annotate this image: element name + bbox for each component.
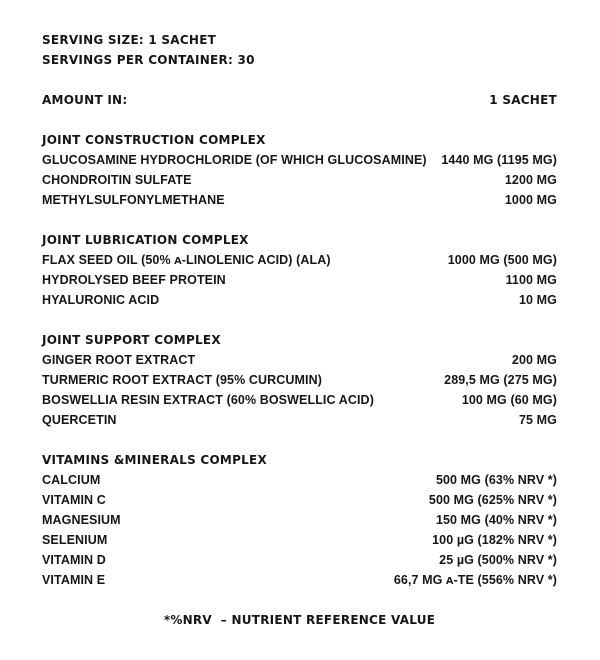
ingredient-amount: 1100 MG bbox=[505, 273, 557, 287]
ingredient-name: QUERCETIN bbox=[42, 413, 117, 427]
ingredient-name: GINGER ROOT EXTRACT bbox=[42, 353, 196, 367]
ingredient-row bbox=[42, 490, 557, 510]
section-title: VITAMINS &MINERALS COMPLEX bbox=[42, 453, 268, 467]
ingredient-name: HYALURONIC ACID bbox=[42, 293, 160, 307]
ingredient-amount: 75 MG bbox=[518, 413, 557, 427]
ingredient-row bbox=[42, 410, 557, 430]
ingredient-row bbox=[42, 470, 557, 490]
ingredient-row bbox=[42, 170, 557, 190]
ingredient-amount: 100 MG (60 MG) bbox=[461, 393, 557, 407]
ingredient-row bbox=[42, 510, 557, 530]
ingredient-name: SELENIUM bbox=[42, 533, 108, 547]
ingredient-name: HYDROLYSED BEEF PROTEIN bbox=[42, 273, 226, 287]
ingredient-row bbox=[42, 250, 557, 270]
ingredient-row bbox=[42, 350, 557, 370]
ingredient-row bbox=[42, 190, 557, 210]
ingredient-name: CHONDROITIN SULFATE bbox=[42, 173, 192, 187]
section-title: JOINT CONSTRUCTION COMPLEX bbox=[42, 133, 266, 147]
ingredient-amount: 66,7 MG ᴀ-TE (556% NRV *) bbox=[393, 573, 557, 587]
ingredient-amount: 200 MG bbox=[511, 353, 557, 367]
ingredient-amount: 500 MG (625% NRV *) bbox=[428, 493, 557, 507]
ingredient-row bbox=[42, 370, 557, 390]
ingredient-row bbox=[42, 550, 557, 570]
amount-header bbox=[42, 90, 557, 110]
ingredient-amount: 1200 MG bbox=[504, 173, 557, 187]
section-title: JOINT LUBRICATION COMPLEX bbox=[42, 233, 249, 247]
ingredient-amount: 1440 MG (1195 MG) bbox=[441, 153, 557, 167]
ingredient-row bbox=[42, 150, 557, 170]
section-joint-support bbox=[42, 330, 557, 430]
ingredient-amount: 100 µG (182% NRV *) bbox=[432, 533, 557, 547]
ingredient-amount: 25 µG (500% NRV *) bbox=[439, 553, 557, 567]
ingredient-amount: 1000 MG (500 MG) bbox=[447, 253, 557, 267]
ingredient-name: CALCIUM bbox=[42, 473, 101, 487]
amount-in-value: 1 SACHET bbox=[489, 93, 557, 107]
ingredient-name: GLUCOSAMINE HYDROCHLORIDE (OF WHICH GLUCOSAMINE) bbox=[42, 153, 427, 167]
ingredient-name: MAGNESIUM bbox=[42, 513, 121, 527]
ingredient-row bbox=[42, 270, 557, 290]
ingredient-row bbox=[42, 390, 557, 410]
section-joint-lubrication bbox=[42, 230, 557, 310]
ingredient-name: TURMERIC ROOT EXTRACT (95% CURCUMIN) bbox=[42, 373, 322, 387]
ingredient-row bbox=[42, 530, 557, 550]
ingredient-amount: 150 MG (40% NRV *) bbox=[435, 513, 557, 527]
ingredient-name: VITAMIN E bbox=[42, 573, 106, 587]
ingredient-amount: 289,5 MG (275 MG) bbox=[444, 373, 557, 387]
ingredient-name: METHYLSULFONYLMETHANE bbox=[42, 193, 225, 207]
servings-per-container: SERVINGS PER CONTAINER: 30 bbox=[42, 53, 255, 67]
ingredient-name: BOSWELLIA RESIN EXTRACT (60% BOSWELLIC ACID) bbox=[42, 393, 374, 407]
ingredient-name: FLAX SEED OIL (50% ᴀ-LINOLENIC ACID) (ALA) bbox=[42, 253, 331, 267]
ingredient-name: VITAMIN D bbox=[42, 553, 106, 567]
serving-size: SERVING SIZE: 1 SACHET bbox=[42, 33, 217, 47]
ingredient-amount: 500 MG (63% NRV *) bbox=[435, 473, 557, 487]
ingredient-amount: 10 MG bbox=[518, 293, 557, 307]
ingredient-row bbox=[42, 570, 557, 590]
ingredient-amount: 1000 MG bbox=[504, 193, 557, 207]
ingredient-name: VITAMIN C bbox=[42, 493, 106, 507]
section-vitamins-minerals bbox=[42, 450, 557, 590]
amount-in-label: AMOUNT IN: bbox=[42, 93, 128, 107]
section-joint-construction bbox=[42, 130, 557, 210]
section-title: JOINT SUPPORT COMPLEX bbox=[42, 333, 221, 347]
nrv-footnote: *%NRV – NUTRIENT REFERENCE VALUE bbox=[163, 613, 436, 627]
ingredient-row bbox=[42, 290, 557, 310]
